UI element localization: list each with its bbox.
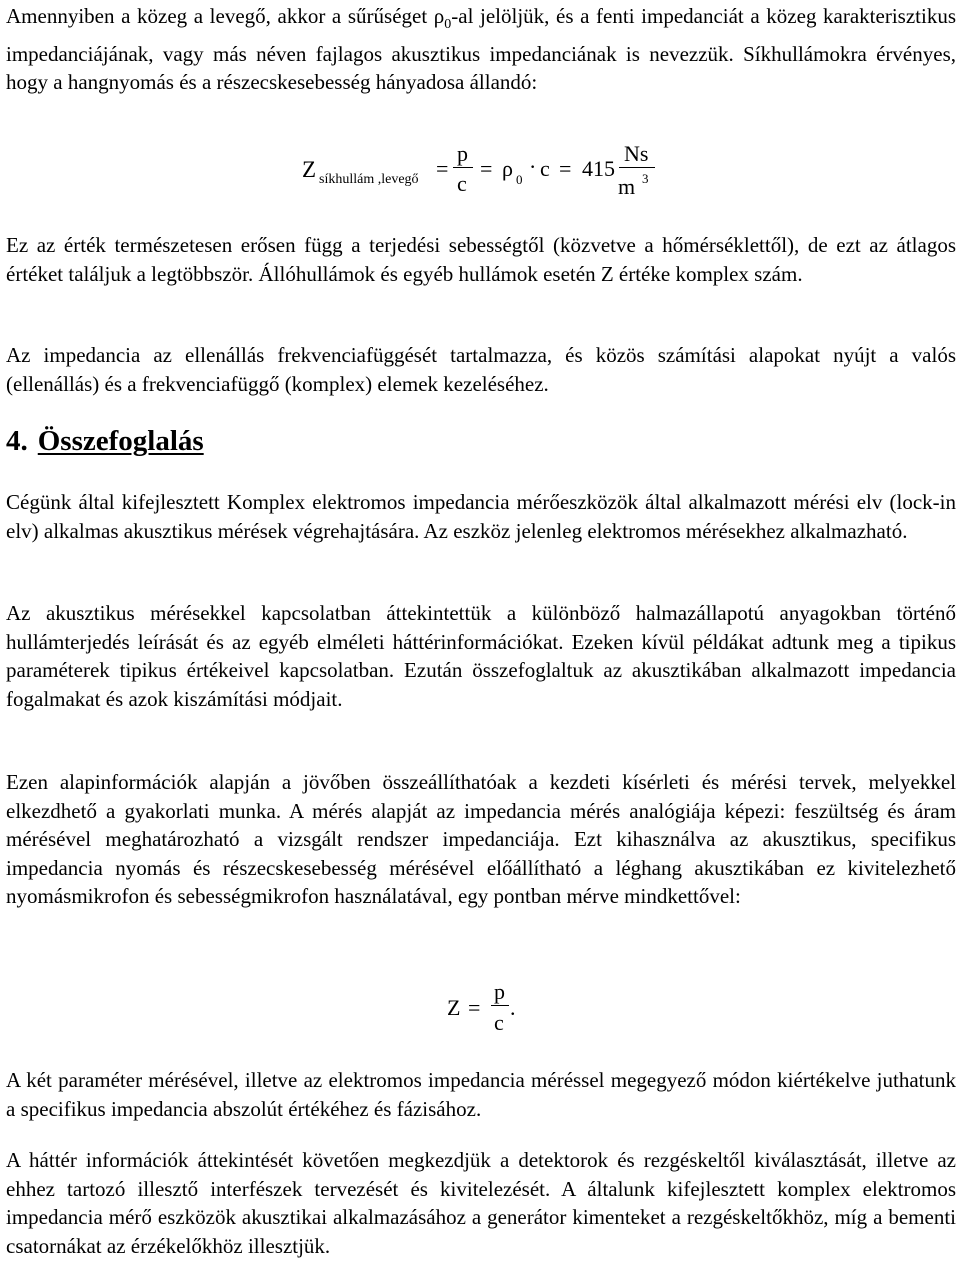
formula-specific-impedance	[6, 976, 956, 1046]
formula-unit-exponent: 3	[642, 171, 649, 186]
section-number: 4.	[6, 425, 28, 457]
formula2-z: Z	[447, 995, 461, 1020]
formula-fraction-line	[453, 167, 473, 168]
formula-unit-fraction-line	[619, 167, 655, 168]
section-title: Összefoglalás	[37, 425, 204, 457]
formula-numerator-p: p	[457, 141, 468, 166]
formula-denominator-c: c	[457, 171, 467, 196]
formula-dot: ·	[529, 154, 537, 179]
paragraph-future-plans: Ezen alapinformációk alapján a jövőben összeállíthatóak a kezdeti kísérleti és mérési tervek, melyekkel elkezdhető a gyakorlati munka. A mérés alapját az impedancia mérés analógiája képezi: feszültség és áram mérésével meghatározható a vizsgált rendszer impedanciája. Ezt kihasználva az akusztikus, specifikus impedancia nyomás és részecskesebesség mérésével előállítható a léghang akusztikában ez kivitelezhető nyomásmikrofon és sebességmikrofon használatával, egy pontban mérve mindkettővel:	[6, 770, 956, 909]
formula2-fraction-line	[491, 1005, 509, 1006]
paragraph-intro-text-b: -al jelöljük, és a fenti impedanciát a közeg karakterisztikus impedanciájának, vagy más néven fajlagos akusztikus impedanciának is nevezzük. Síkhullámokra érvényes, hogy a hangnyomás és a részecskesebesség hányadosa állandó:	[6, 4, 956, 95]
paragraph-next-steps: A háttér információk áttekintését követően megkezdjük a detektorok és rezgéskeltől kiválasztását, illetve az ehhez tartozó illesztő interfészek tervezését és kivitelezését. A általunk kifejlesztett komplex elektromos impedancia mérő eszközök akusztikai alkalmazásához a generátor kimenteket a rezgéskeltőkhöz, míg a bementi csatornákat az érzékelőkhöz illesztjük.	[6, 1148, 956, 1258]
paragraph-value-dependence: Ez az érték természetesen erősen függ a terjedési sebességtől (közvetve a hőmérséklettől), de ezt az átlagos értéket találjuk a legtöbbször. Állóhullámok és egyéb hullámok esetén Z értéke komplex szám.	[6, 233, 956, 286]
formula-characteristic-impedance	[6, 140, 956, 210]
formula-equals-1: =	[436, 156, 449, 181]
paragraph-acoustic-review: Az akusztikus mérésekkel kapcsolatban áttekintettük a különböző halmazállapotú anyagokban történő hullámterjedés leírását és az egyéb elméleti háttérinformációkat. Ezeken kívül példákat adtunk meg a tipikus paraméterek tipikus értékeivel kapcsolatban. Ezután összefoglaltuk az akusztikában alkalmazott impedancia fogalmakat és azok kiszámítási módjait.	[6, 601, 956, 711]
paragraph-impedance-meaning: Az impedancia az ellenállás frekvenciafüggését tartalmazza, és közös számítási alapokat nyújt a valós (ellenállás) és a frekvenciafüggő (komplex) elemek kezeléséhez.	[6, 343, 956, 396]
paragraph-evaluation: A két paraméter mérésével, illetve az elektromos impedancia méréssel megegyező módon kiértékelve juthatunk a specifikus impedancia abszolút értékéhez és fázisához.	[6, 1068, 956, 1121]
formula-unit-numerator: Ns	[624, 141, 649, 166]
formula2-equals: =	[468, 995, 481, 1020]
formula-z-subscript: síkhullám ,levegő	[319, 172, 419, 187]
formula-rho: ρ	[502, 156, 513, 181]
formula-equals-2: =	[480, 156, 493, 181]
formula-unit-denominator: m	[618, 174, 636, 199]
formula-value: 415	[582, 156, 615, 181]
paragraph-intro	[6, 2, 956, 97]
rho-subscript: 0	[444, 17, 452, 33]
formula-z: Z	[302, 157, 317, 182]
paragraph-intro-text-a: Amennyiben a közeg a levegő, akkor a sűrűséget ρ	[6, 4, 445, 28]
formula2-denominator-c: c	[494, 1010, 504, 1035]
formula-c: c	[540, 156, 550, 181]
section-heading	[6, 424, 204, 458]
paragraph-company-device: Cégünk által kifejlesztett Komplex elektromos impedancia mérőeszközök által alkalmazott mérési elv (lock-in elv) alkalmas akusztikus mérések végrehajtására. Az eszköz jelenleg elektromos mérésekhez alkalmazható.	[6, 490, 956, 543]
formula2-period: .	[510, 995, 516, 1020]
formula2-numerator-p: p	[494, 979, 505, 1004]
formula-rho-subscript: 0	[516, 172, 523, 187]
formula-equals-3: =	[559, 156, 572, 181]
